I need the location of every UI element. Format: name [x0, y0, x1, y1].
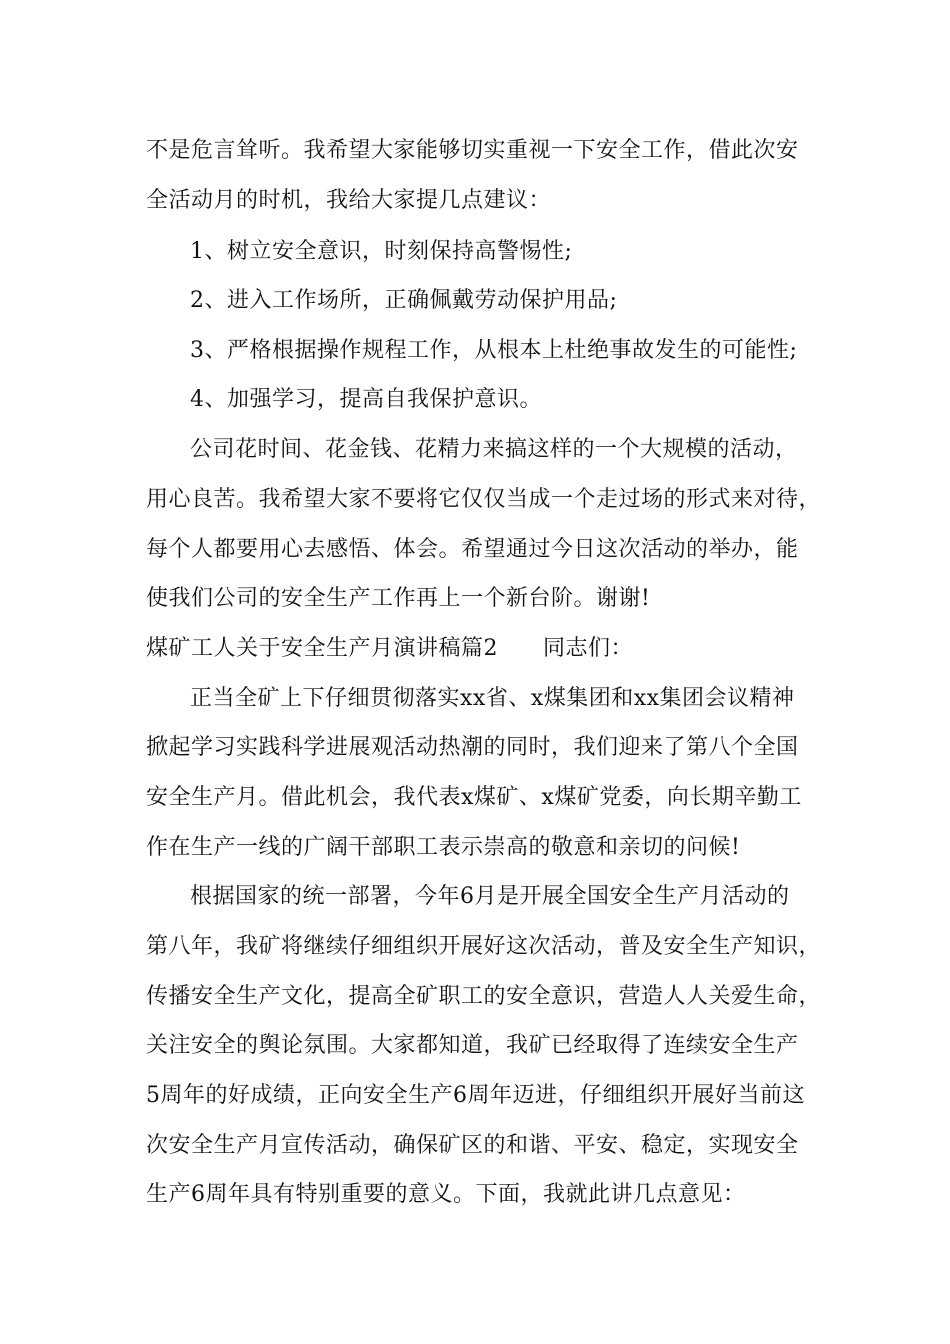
- section-heading: 煤矿工人关于安全生产月演讲稿篇2 同志们：: [146, 636, 633, 661]
- text-line: 根据国家的统一部署，今年6月是开展全国安全生产月活动的: [190, 884, 790, 909]
- text-line: 用心良苦。我希望大家不要将它仅仅当成一个走过场的形式来对待，: [146, 487, 822, 512]
- list-item: 1、树立安全意识，时刻保持高警惕性;: [190, 239, 573, 264]
- text-line: 不是危言耸听。我希望大家能够切实重视一下安全工作，借此次安: [146, 138, 799, 163]
- text-line: 第八年，我矿将继续仔细组织开展好这次活动，普及安全生产知识，: [146, 934, 822, 959]
- text-line: 作在生产一线的广阔干部职工表示崇高的敬意和亲切的问候!: [146, 835, 741, 860]
- text-line: 传播安全生产文化，提高全矿职工的安全意识，营造人人关爱生命，: [146, 984, 822, 1009]
- text-line: 次安全生产月宣传活动，确保矿区的和谐、平安、稳定，实现安全: [146, 1133, 799, 1158]
- text-line: 每个人都要用心去感悟、体会。希望通过今日这次活动的举办，能: [146, 537, 799, 562]
- text-line: 安全生产月。借此机会，我代表x煤矿、x煤矿党委，向长期辛勤工: [146, 785, 802, 810]
- text-line: 5周年的好成绩，正向安全生产6周年迈进，仔细组织开展好当前这: [146, 1083, 805, 1108]
- text-line: 正当全矿上下仔细贯彻落实xx省、x煤集团和xx集团会议精神: [190, 686, 795, 711]
- text-line: 关注安全的舆论氛围。大家都知道，我矿已经取得了连续安全生产: [146, 1033, 799, 1058]
- text-line: 生产6周年具有特别重要的意义。下面，我就此讲几点意见：: [146, 1182, 746, 1207]
- list-item: 4、加强学习，提高自我保护意识。: [190, 387, 542, 412]
- list-item: 3、严格根据操作规程工作，从根本上杜绝事故发生的可能性;: [190, 338, 798, 363]
- text-line: 全活动月的时机，我给大家提几点建议：: [146, 188, 552, 213]
- text-line: 使我们公司的安全生产工作再上一个新台阶。谢谢!: [146, 586, 651, 611]
- text-line: 公司花时间、花金钱、花精力来搞这样的一个大规模的活动，: [190, 437, 798, 462]
- list-item: 2、进入工作场所，正确佩戴劳动保护用品;: [190, 288, 618, 313]
- text-line: 掀起学习实践科学进展观活动热潮的同时，我们迎来了第八个全国: [146, 735, 799, 760]
